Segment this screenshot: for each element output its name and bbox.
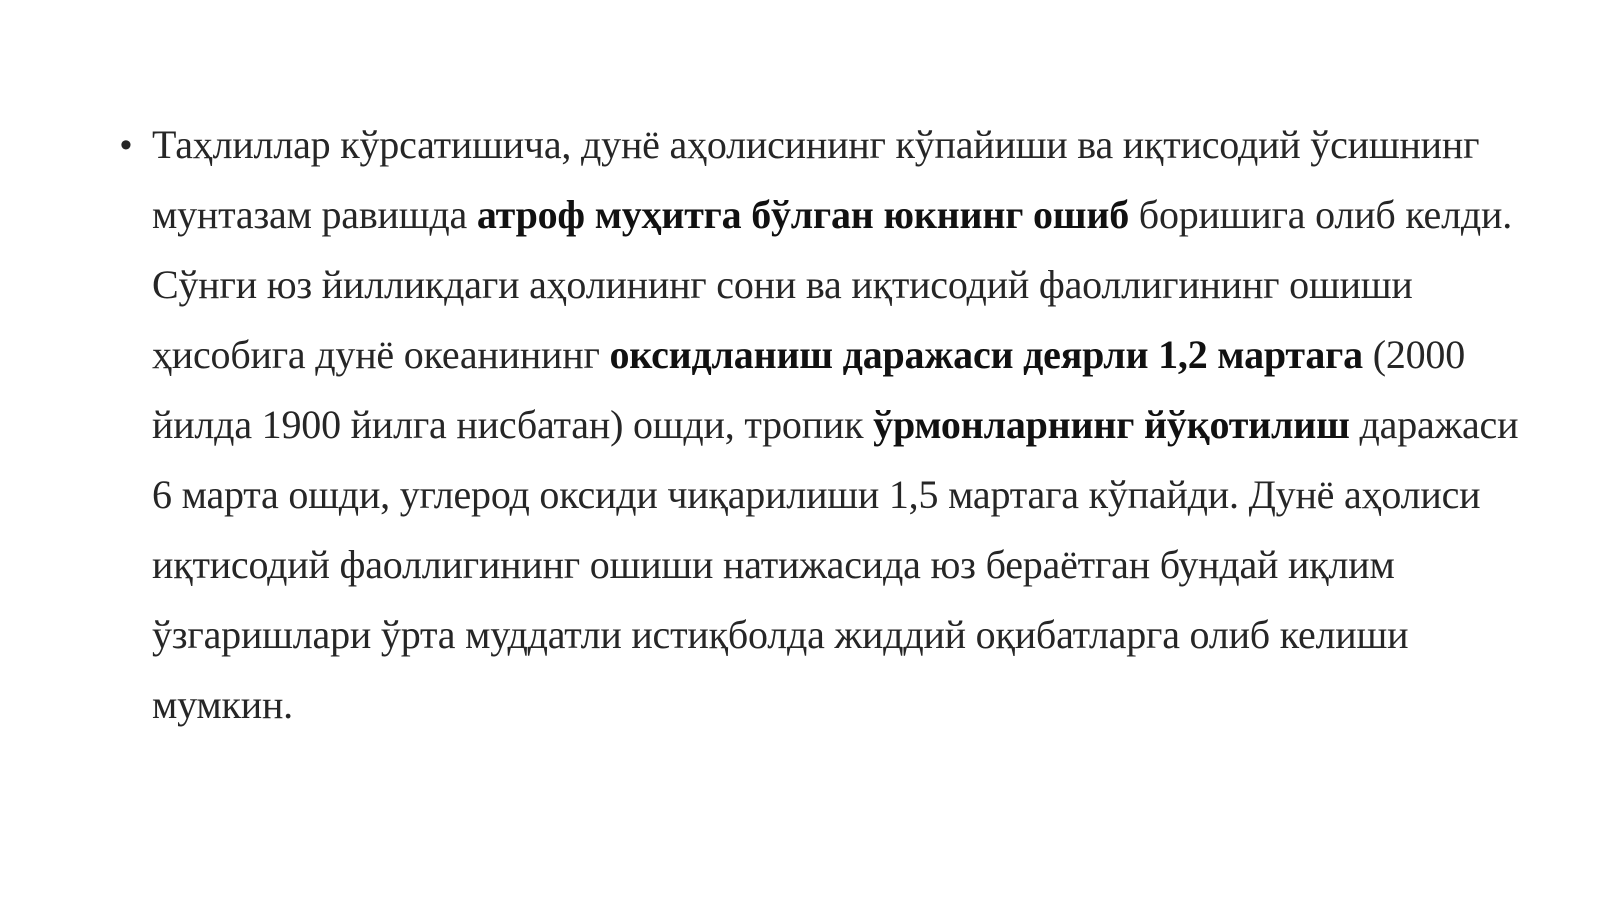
bold-text-segment: атроф муҳитга бўлган юкнинг ошиб [476, 192, 1129, 237]
text-segment: (2000 йилда 1900 йилга нисбатан) ошди, тропик [152, 332, 1466, 447]
text-segment: Таҳлиллар кўрсатишича, дунё аҳолисининг кўпайиши ва иқтисодий ўсишнинг мунтазам равишда [152, 122, 1480, 237]
bold-text-segment: ўрмонларнинг йўқотилиш [873, 402, 1350, 447]
bullet-paragraph [152, 110, 1532, 740]
bold-text-segment: оксидланиш даражаси деярли 1,2 мартага [609, 332, 1363, 377]
text-segment: даражаси 6 марта ошди, углерод оксиди чиқарилиши 1,5 мартага кўпайди. Дунё аҳолиси иқтисодий фаоллигининг ошиши натижасида юз бераётган бундай иқлим ўзгаришлари ўрта муддатли истиқболда жиддий оқибатларга олиб келиши мумкин. [152, 402, 1519, 727]
bullet-dot-icon: • [120, 126, 132, 164]
bullet-item [120, 110, 1560, 740]
text-segment: боришига олиб келди. Сўнги юз йилликдаги аҳолининг сони ва иқтисодий фаоллигининг ошиши ҳисобига дунё океанининг [152, 192, 1513, 377]
